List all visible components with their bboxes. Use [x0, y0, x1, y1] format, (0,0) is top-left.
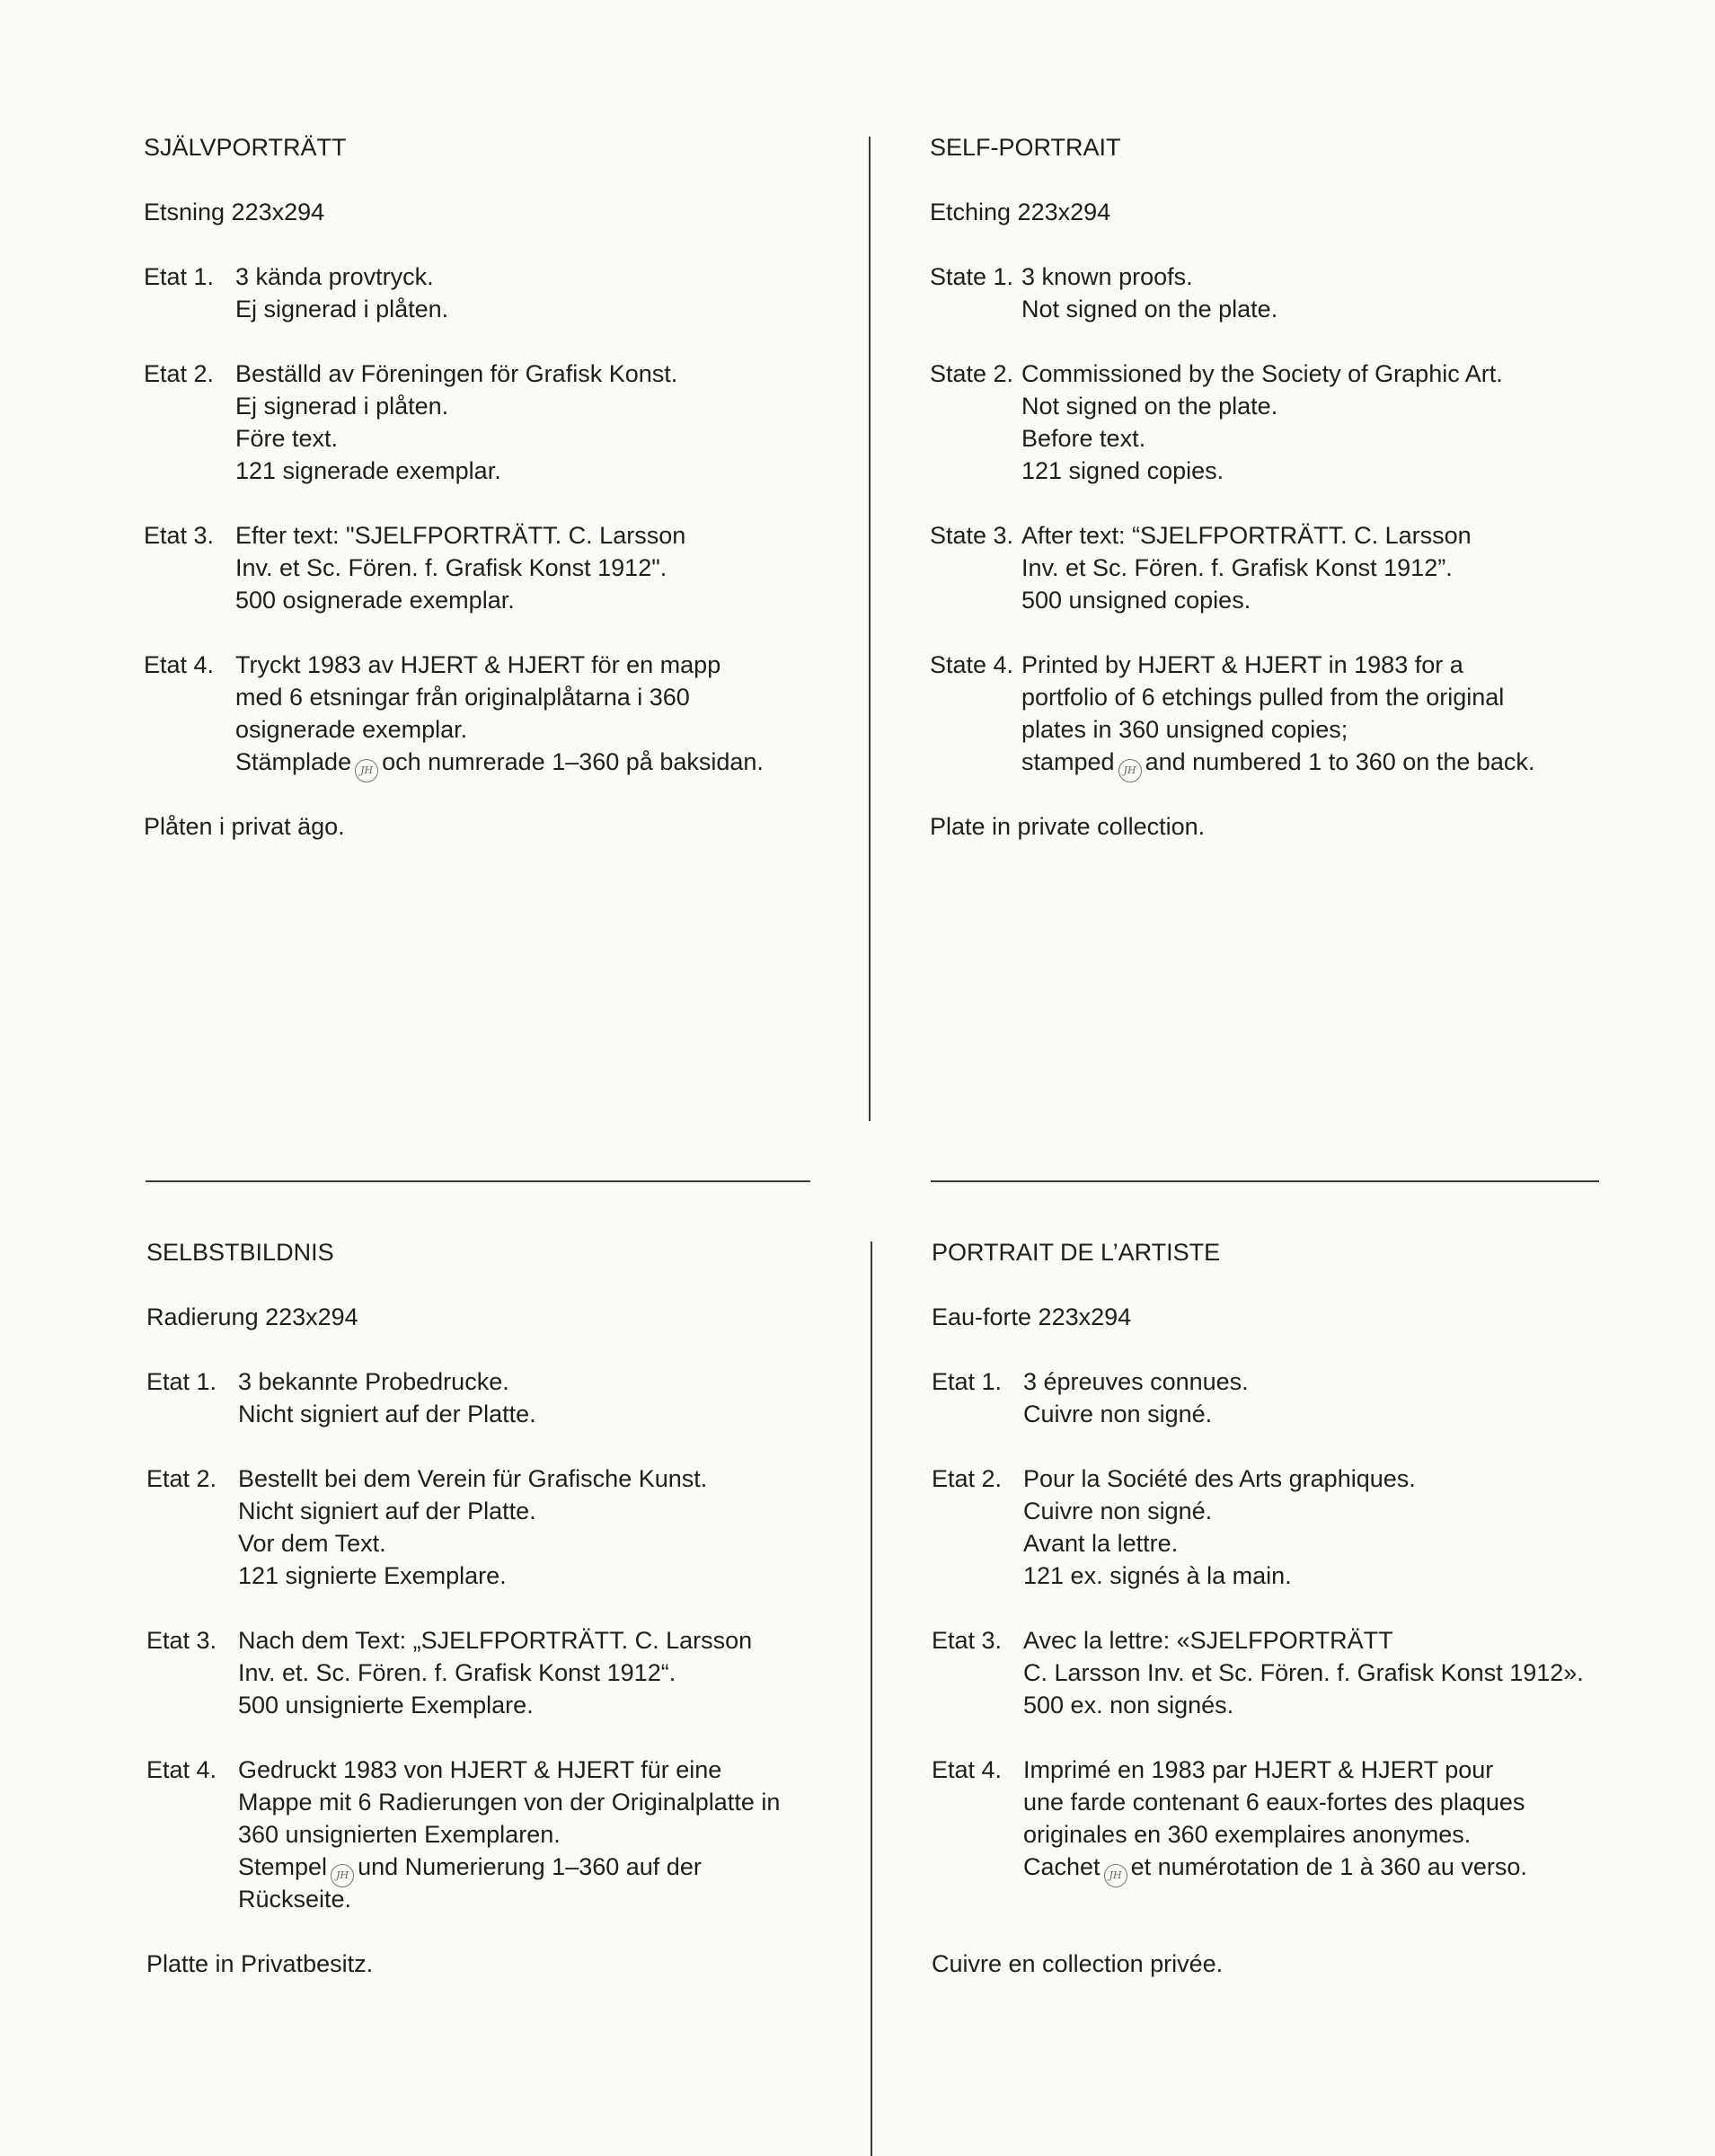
state-entry	[930, 358, 1649, 487]
stamp-text-after: and numbered 1 to 360 on the back.	[1145, 748, 1535, 775]
state-line: Commissioned by the Society of Graphic Art.	[1021, 360, 1503, 387]
state-line: Not signed on the plate.	[1021, 393, 1278, 420]
state-line: portfolio of 6 etchings pulled from the original	[1021, 684, 1505, 711]
state-line: 500 ex. non signés.	[1023, 1692, 1234, 1719]
state-lines	[1021, 519, 1649, 616]
state-line-stamped	[238, 1851, 865, 1883]
state-label: Etat 3.	[932, 1627, 1003, 1654]
hjert-stamp-icon: JH	[331, 1864, 354, 1887]
section-title: PORTRAIT DE L’ARTISTE	[932, 1239, 1221, 1266]
state-line: 3 known proofs.	[1021, 263, 1193, 290]
state-entry	[930, 261, 1649, 325]
stamp-text-before: Stempel	[238, 1853, 328, 1880]
state-label: Etat 4.	[932, 1756, 1003, 1783]
state-lines	[1023, 1365, 1650, 1430]
state-label: Etat 2.	[932, 1465, 1003, 1492]
state-line: Avant la lettre.	[1023, 1530, 1179, 1557]
state-label: State 4.	[930, 651, 1014, 678]
state-line: 121 signierte Exemplare.	[238, 1562, 507, 1589]
state-line: Nach dem Text: „SJELFPORTRÄTT. C. Larsson	[238, 1627, 753, 1654]
section-swedish	[144, 131, 862, 843]
state-lines	[235, 649, 862, 778]
medium-dimensions: Etching 223x294	[930, 199, 1111, 225]
state-line: Ej signerad i plåten.	[235, 393, 449, 420]
state-line: Avec la lettre: «SJELFPORTRÄTT	[1023, 1627, 1393, 1654]
state-entry	[930, 519, 1649, 616]
vertical-divider-bottom	[871, 1241, 872, 2156]
state-entry	[932, 1754, 1650, 1883]
state-line: une farde contenant 6 eaux-fortes des plaques	[1023, 1789, 1525, 1816]
state-line-stamped	[1023, 1851, 1650, 1883]
medium-dimensions: Etsning 223x294	[144, 199, 325, 225]
state-line: Inv. et. Sc. Fören. f. Grafisk Konst 1912“.	[238, 1659, 676, 1686]
state-entry	[144, 358, 862, 487]
state-entry	[144, 519, 862, 616]
state-entry	[146, 1754, 865, 1915]
state-line: Före text.	[235, 425, 339, 452]
state-line: C. Larsson Inv. et Sc. Fören. f. Grafisk Konst 1912».	[1023, 1659, 1584, 1686]
state-line: Cuivre non signé.	[1023, 1401, 1213, 1427]
state-line: 500 unsignierte Exemplare.	[238, 1692, 534, 1719]
state-line: Ej signerad i plåten.	[235, 296, 449, 323]
state-line: plates in 360 unsigned copies;	[1021, 716, 1348, 743]
hjert-stamp-icon: JH	[355, 759, 378, 782]
state-label: Etat 4.	[146, 1756, 217, 1783]
state-line: Rückseite.	[238, 1886, 352, 1913]
state-entry	[930, 649, 1649, 778]
state-line: Gedruckt 1983 von HJERT & HJERT für eine	[238, 1756, 722, 1783]
state-entry	[146, 1365, 865, 1430]
state-entry	[146, 1462, 865, 1592]
state-line: 3 épreuves connues.	[1023, 1368, 1249, 1395]
stamp-text-before: Cachet	[1023, 1853, 1101, 1880]
state-line: med 6 etsningar från originalplåtarna i 360	[235, 684, 690, 711]
state-line: Beställd av Föreningen för Grafisk Konst.	[235, 360, 678, 387]
state-line: Nicht signiert auf der Platte.	[238, 1498, 536, 1524]
section-french	[932, 1236, 1650, 1980]
stamp-text-after: et numérotation de 1 à 360 au verso.	[1130, 1853, 1527, 1880]
state-label: Etat 2.	[144, 360, 215, 387]
state-line: Cuivre non signé.	[1023, 1498, 1213, 1524]
plate-location: Cuivre en collection privée.	[932, 1950, 1224, 1977]
horizontal-divider-right	[931, 1180, 1599, 1182]
state-lines	[1023, 1754, 1650, 1883]
stamp-text-after: und Numerierung 1–360 auf der	[358, 1853, 702, 1880]
state-label: Etat 1.	[932, 1368, 1003, 1395]
state-line: Efter text: "SJELFPORTRÄTT. C. Larsson	[235, 522, 686, 549]
state-label: State 1.	[930, 263, 1014, 290]
state-line: 500 osignerade exemplar.	[235, 587, 515, 614]
hjert-stamp-icon: JH	[1118, 759, 1142, 782]
state-line: Tryckt 1983 av HJERT & HJERT för en mapp	[235, 651, 721, 678]
state-line: Vor dem Text.	[238, 1530, 386, 1557]
section-title: SELBSTBILDNIS	[146, 1239, 334, 1266]
state-line-stamped	[235, 746, 862, 778]
state-lines	[235, 261, 862, 325]
state-line: 3 bekannte Probedrucke.	[238, 1368, 509, 1395]
state-lines	[1021, 358, 1649, 487]
state-line: Before text.	[1021, 425, 1146, 452]
state-line: 121 ex. signés à la main.	[1023, 1562, 1292, 1589]
stamp-text-after: och numrerade 1–360 på baksidan.	[382, 748, 764, 775]
state-line: Nicht signiert auf der Platte.	[238, 1401, 536, 1427]
state-lines	[1021, 261, 1649, 325]
state-line: osignerade exemplar.	[235, 716, 468, 743]
plate-location: Plåten i privat ägo.	[144, 813, 345, 840]
state-line: 121 signerade exemplar.	[235, 457, 501, 484]
state-line: Not signed on the plate.	[1021, 296, 1278, 323]
state-label: Etat 4.	[144, 651, 215, 678]
horizontal-divider-left	[146, 1180, 810, 1182]
state-line: 500 unsigned copies.	[1021, 587, 1251, 614]
state-line: Pour la Société des Arts graphiques.	[1023, 1465, 1416, 1492]
stamp-text-before: stamped	[1021, 748, 1115, 775]
state-line: Inv. et Sc. Fören. f. Grafisk Konst 1912”.	[1021, 554, 1453, 581]
state-lines	[1023, 1462, 1650, 1592]
state-lines	[238, 1365, 865, 1430]
state-lines	[235, 358, 862, 487]
state-label: Etat 3.	[144, 522, 215, 549]
hjert-stamp-icon: JH	[1104, 1864, 1127, 1887]
state-label: Etat 1.	[144, 263, 215, 290]
state-lines	[1023, 1624, 1650, 1721]
state-line: Inv. et Sc. Fören. f. Grafisk Konst 1912".	[235, 554, 667, 581]
state-line: 3 kända provtryck.	[235, 263, 434, 290]
state-line-stamped	[1021, 746, 1649, 778]
stamp-text-before: Stämplade	[235, 748, 352, 775]
state-lines	[1021, 649, 1649, 778]
state-entry	[932, 1624, 1650, 1721]
state-lines	[238, 1624, 865, 1721]
state-line: originales en 360 exemplaires anonymes.	[1023, 1821, 1472, 1848]
state-entry	[144, 649, 862, 778]
medium-dimensions: Eau-forte 223x294	[932, 1303, 1132, 1330]
medium-dimensions: Radierung 223x294	[146, 1303, 358, 1330]
state-line: Printed by HJERT & HJERT in 1983 for a	[1021, 651, 1463, 678]
state-lines	[235, 519, 862, 616]
section-title: SJÄLVPORTRÄTT	[144, 134, 347, 161]
plate-location: Platte in Privatbesitz.	[146, 1950, 374, 1977]
section-german	[146, 1236, 865, 1980]
state-line: Mappe mit 6 Radierungen von der Originalplatte in	[238, 1789, 781, 1816]
state-lines	[238, 1462, 865, 1592]
state-label: Etat 3.	[146, 1627, 217, 1654]
state-label: Etat 1.	[146, 1368, 217, 1395]
state-lines	[238, 1754, 865, 1915]
state-label: Etat 2.	[146, 1465, 217, 1492]
state-line: After text: “SJELFPORTRÄTT. C. Larsson	[1021, 522, 1472, 549]
vertical-divider-top	[869, 137, 871, 1121]
state-line: 121 signed copies.	[1021, 457, 1224, 484]
state-label: State 2.	[930, 360, 1014, 387]
state-entry	[932, 1365, 1650, 1430]
plate-location: Plate in private collection.	[930, 813, 1206, 840]
state-line: 360 unsignierten Exemplaren.	[238, 1821, 561, 1848]
section-title: SELF-PORTRAIT	[930, 134, 1121, 161]
state-line: Bestellt bei dem Verein für Grafische Kunst.	[238, 1465, 708, 1492]
state-entry	[144, 261, 862, 325]
state-entry	[146, 1624, 865, 1721]
state-label: State 3.	[930, 522, 1014, 549]
state-entry	[932, 1462, 1650, 1592]
state-line: Imprimé en 1983 par HJERT & HJERT pour	[1023, 1756, 1494, 1783]
section-english	[930, 131, 1649, 843]
